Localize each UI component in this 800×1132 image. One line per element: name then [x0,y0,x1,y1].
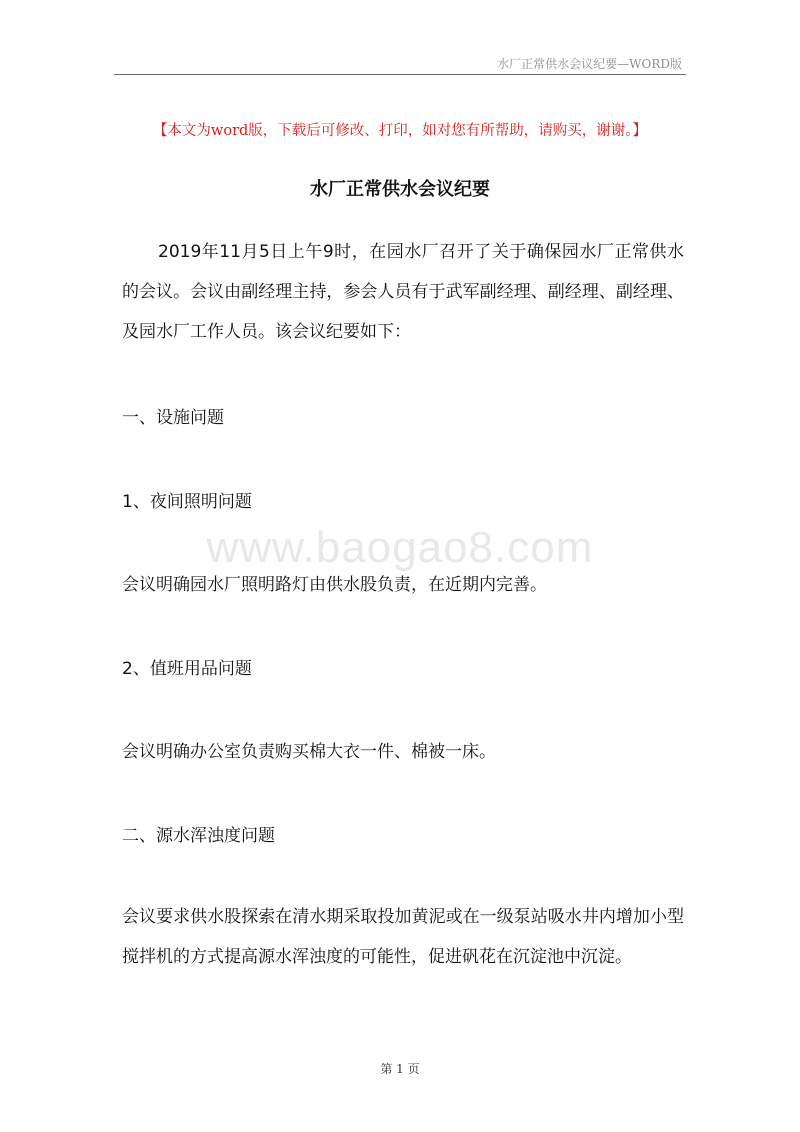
section-heading-facilities: 一、设施问题 [122,408,224,428]
download-notice: 【本文为word版，下载后可修改、打印，如对您有所帮助，请购买，谢谢。】 [152,123,648,139]
watermark: www.baogao8.com [206,523,594,572]
item-body-night-lighting: 会议明确园水厂照明路灯由供水股负责，在近期内完善。 [122,575,547,595]
intro-paragraph: 2019年11月5日上午9时，在园水厂召开了关于确保园水厂正常供水的会议。会议由副经理主持，参会人员有于武军副经理、副经理、副经理、及园水厂工作人员。该会议纪要如下： [122,242,684,342]
document-title: 水厂正常供水会议纪要 [310,179,490,200]
header-divider [114,74,686,75]
item-heading-duty-supplies: 2、值班用品问题 [122,659,252,679]
page-number: 第 1 页 [380,1062,420,1076]
running-header: 水厂正常供水会议纪要—WORD版 [497,57,682,71]
turbidity-paragraph: 会议要求供水股探索在清水期采取投加黄泥或在一级泵站吸水井内增加小型搅拌机的方式提高源水浑浊度的可能性，促进矾花在沉淀池中沉淀。 [122,907,684,967]
section-heading-turbidity: 二、源水浑浊度问题 [122,826,275,846]
item-heading-night-lighting: 1、夜间照明问题 [122,492,252,512]
item-body-duty-supplies: 会议明确办公室负责购买棉大衣一件、棉被一床。 [122,742,496,762]
